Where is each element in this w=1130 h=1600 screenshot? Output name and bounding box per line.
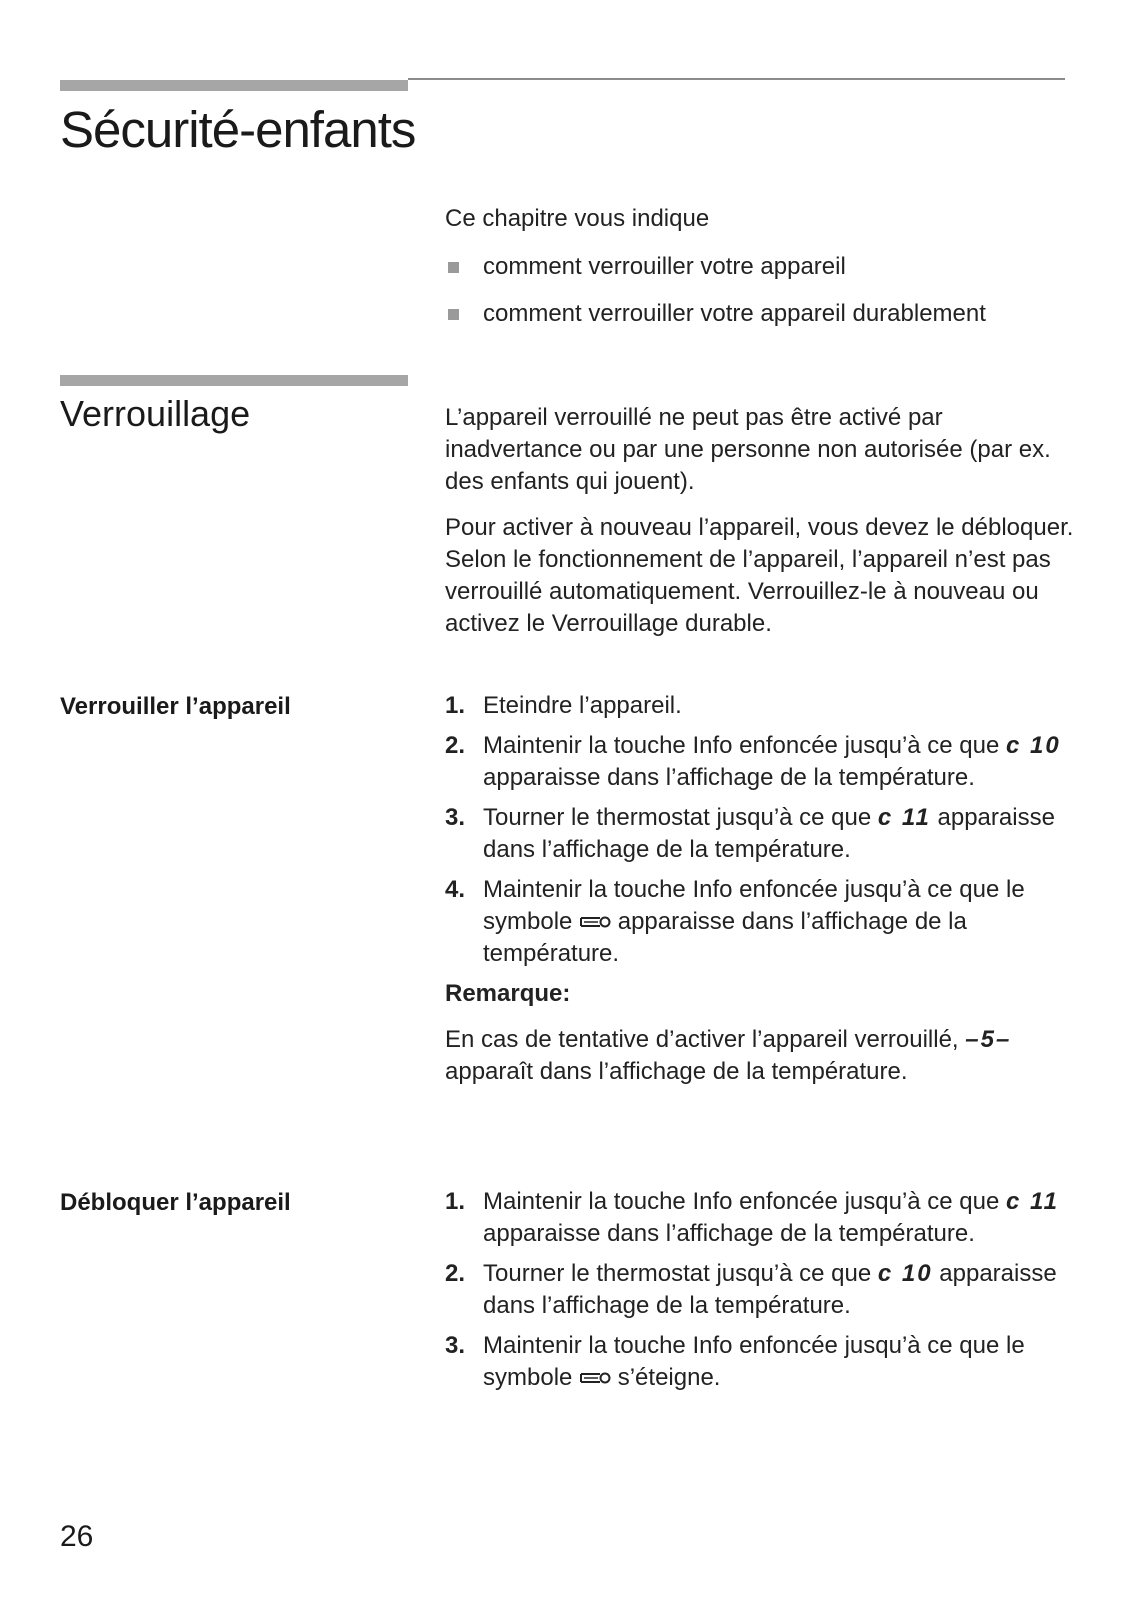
step-text: apparaisse dans l’affichage de la température. — [483, 764, 975, 791]
intro-bullet — [445, 298, 1075, 330]
step-text: apparaisse dans l’affichage de la température. — [483, 908, 967, 967]
step-text: apparaisse dans l’affichage de la température. — [483, 804, 1055, 863]
title-rule-thick — [60, 80, 408, 91]
bullet-text: comment verrouiller votre appareil — [483, 253, 846, 280]
verrouillage-para-2: Pour activer à nouveau l’appareil, vous devez le débloquer. Selon le fonctionnement de l’appareil, l’appareil n’est pas verrouillé automatiquement. Verrouillez-le à nouveau ou activez le Verrouillage durable. — [445, 514, 1074, 637]
key-lock-icon — [579, 913, 611, 931]
lock-steps — [445, 690, 1075, 1088]
section-rule — [60, 375, 408, 386]
title-rule-thin — [408, 78, 1065, 80]
note-text — [445, 1024, 1075, 1088]
key-lock-icon — [579, 1369, 611, 1387]
step-text: Maintenir la touche Info enfoncée jusqu’à ce que — [483, 732, 1000, 759]
intro-lead: Ce chapitre vous indique — [445, 205, 710, 232]
square-bullet-icon — [448, 262, 459, 273]
display-code: c 11 — [877, 804, 931, 831]
intro-block — [445, 203, 1075, 330]
display-code: c 11 — [1006, 1188, 1059, 1215]
step-text: Eteindre l’appareil. — [483, 692, 682, 719]
verrouillage-para-1: L’appareil verrouillé ne peut pas être activé par inadvertance ou par une personne non autorisée (par ex. des enfants qui jouent). — [445, 404, 1051, 495]
lock-step — [445, 730, 1075, 794]
page-number: 26 — [60, 1520, 94, 1553]
step-text: s’éteigne. — [617, 1364, 721, 1391]
note-label: Remarque: — [445, 980, 571, 1007]
display-code: c 10 — [877, 1260, 933, 1287]
lock-step — [445, 690, 1075, 722]
lock-step — [445, 874, 1075, 970]
lock-step — [445, 802, 1075, 866]
verrouillage-text — [445, 402, 1075, 640]
unlock-step — [445, 1330, 1075, 1394]
display-code: –5– — [965, 1026, 1012, 1053]
step-number: 3. — [445, 804, 466, 831]
unlock-step — [445, 1258, 1075, 1322]
step-text: Maintenir la touche Info enfoncée jusqu’à ce que — [483, 1188, 1000, 1215]
subheading-lock: Verrouiller l’appareil — [60, 693, 291, 720]
display-code: c 10 — [1006, 732, 1061, 759]
step-number: 2. — [445, 732, 466, 759]
step-number: 1. — [445, 1188, 466, 1215]
intro-bullet — [445, 251, 1075, 283]
bullet-text: comment verrouiller votre appareil durablement — [483, 300, 986, 327]
step-text: Tourner le thermostat jusqu’à ce que — [483, 1260, 872, 1287]
step-number: 4. — [445, 876, 466, 903]
step-text: Maintenir la touche Info enfoncée jusqu’à ce que le symbole — [483, 876, 1025, 935]
unlock-steps — [445, 1186, 1075, 1402]
page-title: Sécurité-enfants — [60, 101, 416, 158]
subheading-unlock: Débloquer l’appareil — [60, 1189, 291, 1216]
step-number: 1. — [445, 692, 466, 719]
step-number: 2. — [445, 1260, 466, 1287]
square-bullet-icon — [448, 309, 459, 320]
note-text-post: apparaît dans l’affichage de la température. — [445, 1058, 908, 1085]
unlock-step — [445, 1186, 1075, 1250]
section-heading-verrouillage: Verrouillage — [60, 393, 251, 434]
step-number: 3. — [445, 1332, 466, 1359]
step-text: Tourner le thermostat jusqu’à ce que — [483, 804, 872, 831]
step-text: apparaisse dans l’affichage de la température. — [483, 1220, 975, 1247]
step-text: apparaisse dans l’affichage de la température. — [483, 1260, 1057, 1319]
step-text: Maintenir la touche Info enfoncée jusqu’à ce que le symbole — [483, 1332, 1025, 1391]
note-text-pre: En cas de tentative d’activer l’appareil verrouillé, — [445, 1026, 959, 1053]
